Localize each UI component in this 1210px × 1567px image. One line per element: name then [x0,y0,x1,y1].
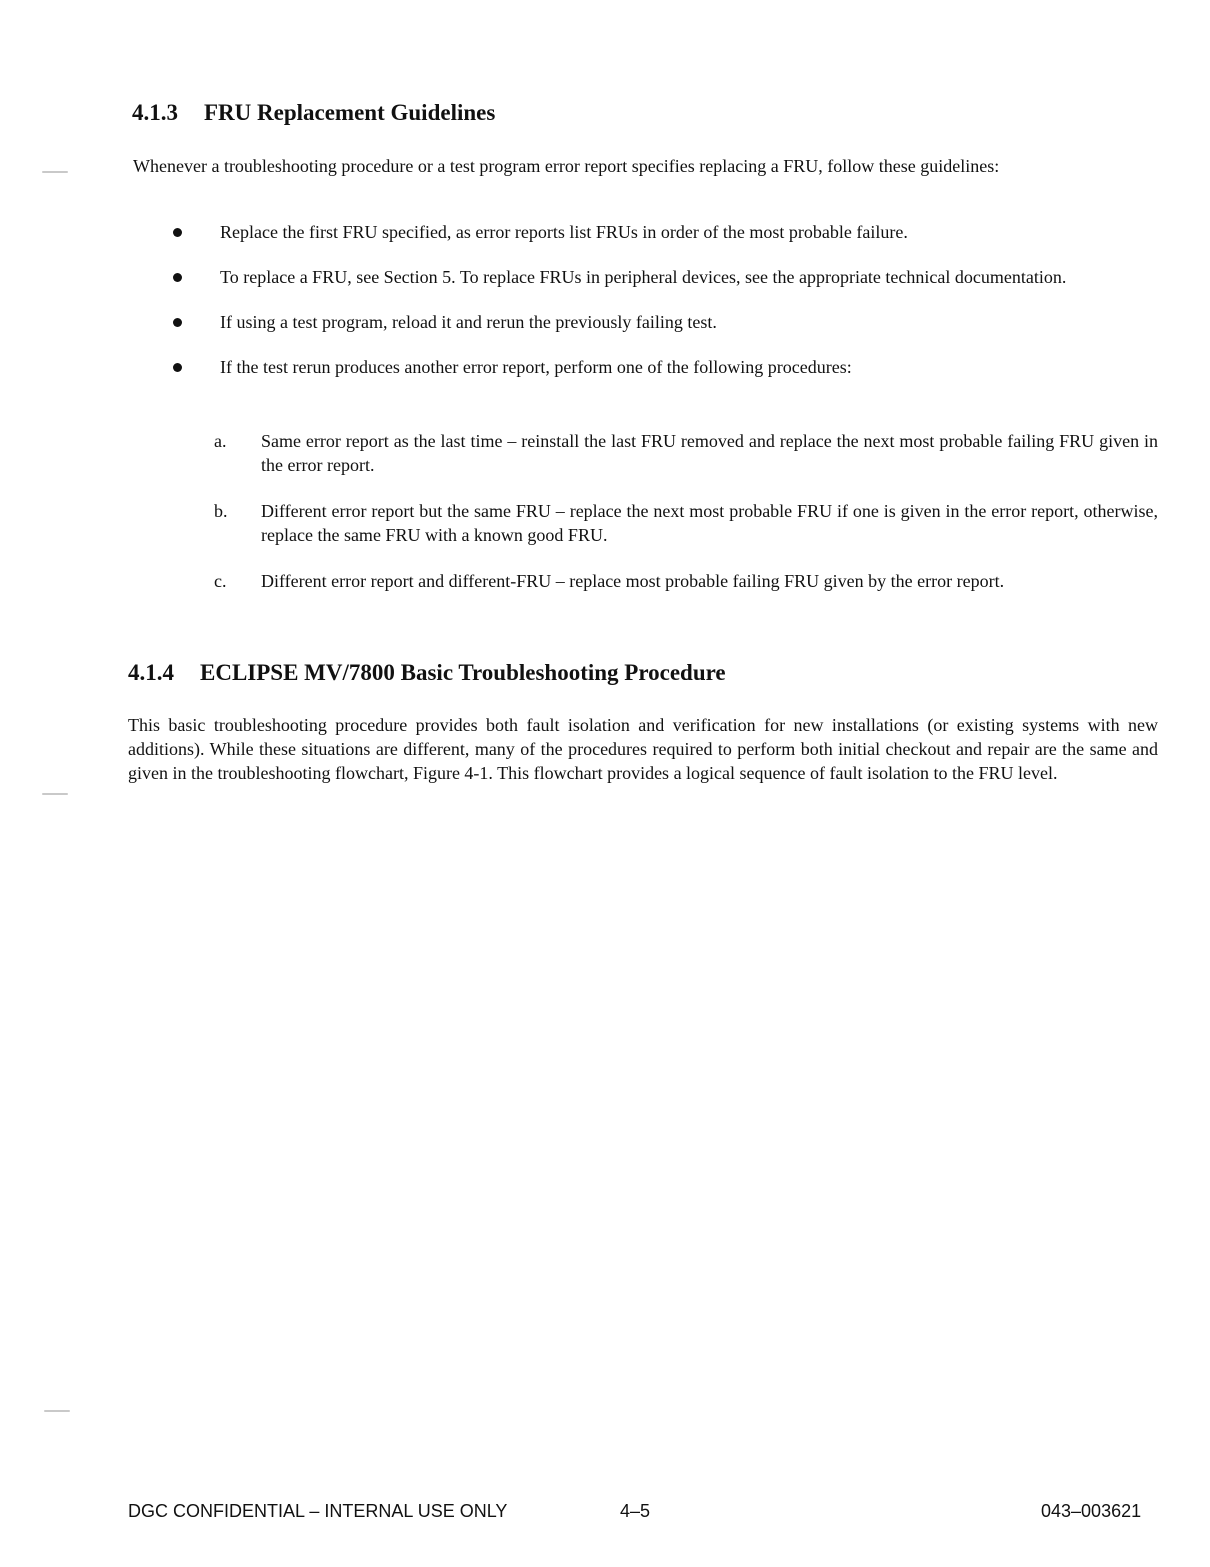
bullet-icon [173,363,182,372]
procedure-item [214,499,1158,547]
list-item-text: Replace the first FRU specified, as error reports list FRUs in order of the most probable failure. [220,222,908,242]
punch-mark [42,793,68,795]
list-item-text: To replace a FRU, see Section 5. To replace FRUs in peripheral devices, see the appropriate technical documentation. [220,267,1067,287]
procedure-text: Same error report as the last time – reinstall the last FRU removed and replace the next most probable failing FRU given in the error report. [261,431,1158,475]
section-heading-4-1-3 [132,100,495,126]
footer-document-number: 043–003621 [1041,1501,1142,1521]
list-item [168,220,1158,244]
section-title: FRU Replacement Guidelines [204,100,496,125]
body-paragraph: This basic troubleshooting procedure provides both fault isolation and verification for new installations (or existing systems with new additions). While these situations are different, many of the procedures required to perform both initial checkout and repair are the same and given in the troubleshooting flowchart, Figure 4-1. This flowchart provides a logical sequence of fault isolation to the FRU level. [128,715,1158,783]
list-item [168,265,1158,289]
section-heading-4-1-4 [128,660,726,686]
list-item [168,310,1158,334]
procedure-text: Different error report and different-FRU – replace most probable failing FRU given by the error report. [261,571,1005,591]
procedure-letter: b. [214,501,228,521]
intro-paragraph: Whenever a troubleshooting procedure or a test program error report specifies replacing a FRU, follow these guidelines: [133,156,1000,176]
footer-confidential: DGC CONFIDENTIAL – INTERNAL USE ONLY [128,1501,508,1521]
procedure-list [214,429,1158,593]
punch-mark [42,171,68,173]
bullet-icon [173,228,182,237]
list-item-text: If using a test program, reload it and rerun the previously failing test. [220,312,717,332]
procedure-item [214,569,1158,593]
bullet-icon [173,318,182,327]
section-number: 4.1.3 [132,100,178,125]
list-item [168,355,1158,379]
procedure-letter: c. [214,571,227,591]
procedure-text: Different error report but the same FRU – replace the next most probable FRU if one is given in the error report, otherwise, replace the same FRU with a known good FRU. [261,501,1158,545]
punch-mark [44,1410,70,1412]
bullet-icon [173,273,182,282]
procedure-letter: a. [214,431,227,451]
procedure-item [214,429,1158,477]
section-title: ECLIPSE MV/7800 Basic Troubleshooting Procedure [200,660,726,685]
guidelines-list [168,220,1158,379]
list-item-text: If the test rerun produces another error report, perform one of the following procedures: [220,357,852,377]
footer-page-number: 4–5 [620,1501,651,1521]
section-number: 4.1.4 [128,660,174,685]
